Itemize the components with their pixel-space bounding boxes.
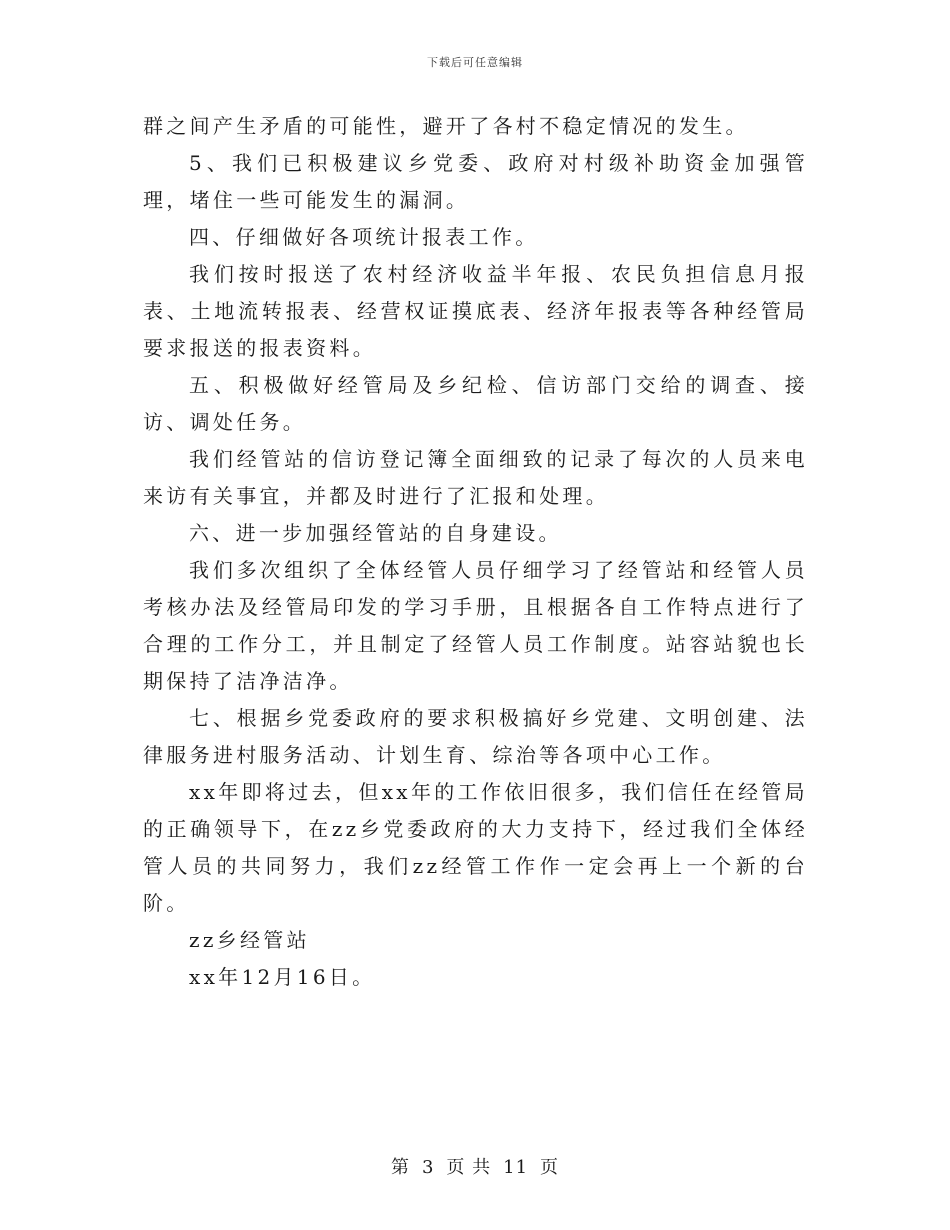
page-current: 3 <box>421 1157 435 1178</box>
page-footer <box>0 1153 950 1179</box>
section-heading: 四、仔细做好各项统计报表工作。 <box>189 225 539 249</box>
page-header-note: 下载后可任意编辑 <box>427 56 523 69</box>
paragraph: 我们多次组织了全体经管人员仔细学习了经管站和经管人员考核办法及经管局印发的学习手册，且根据各自工作特点进行了合理的工作分工，并且制定了经管人员工作制度。站容站貌也长期保持了洁净洁净。 <box>143 558 808 693</box>
document-body <box>143 108 808 996</box>
page-prefix: 第 <box>390 1157 410 1178</box>
page-total: 11 <box>503 1157 529 1178</box>
paragraph: 我们经管站的信访登记簿全面细致的记录了每次的人员来电来访有关事宜，并都及时进行了汇报和处理。 <box>143 447 808 508</box>
paragraph: 我们按时报送了农村经济收益半年报、农民负担信息月报表、土地流转报表、经营权证摸底表、经济年报表等各种经管局要求报送的报表资料。 <box>143 262 808 360</box>
signature-date: xx年12月16日。 <box>189 965 376 989</box>
paragraph: 群之间产生矛盾的可能性，避开了各村不稳定情况的发生。 <box>143 114 749 138</box>
section-heading: 七、根据乡党委政府的要求积极搞好乡党建、文明创建、法律服务进村服务活动、计划生育、综治等各项中心工作。 <box>143 706 808 767</box>
section-heading: 五、积极做好经管局及乡纪检、信访部门交给的调查、接访、调处任务。 <box>143 373 808 434</box>
paragraph: 5、我们已积极建议乡党委、政府对村级补助资金加强管理，堵住一些可能发生的漏洞。 <box>143 151 808 212</box>
page-suffix: 页 <box>540 1157 560 1178</box>
paragraph: xx年即将过去，但xx年的工作依旧很多，我们信任在经管局的正确领导下，在zz乡党委政府的大力支持下，经过我们全体经管人员的共同努力，我们zz经管工作作一定会再上一个新的台阶。 <box>143 780 808 915</box>
signature-organization: zz乡经管站 <box>189 928 310 952</box>
page-mid: 页 共 <box>446 1157 492 1178</box>
section-heading: 六、进一步加强经管站的自身建设。 <box>189 521 562 545</box>
